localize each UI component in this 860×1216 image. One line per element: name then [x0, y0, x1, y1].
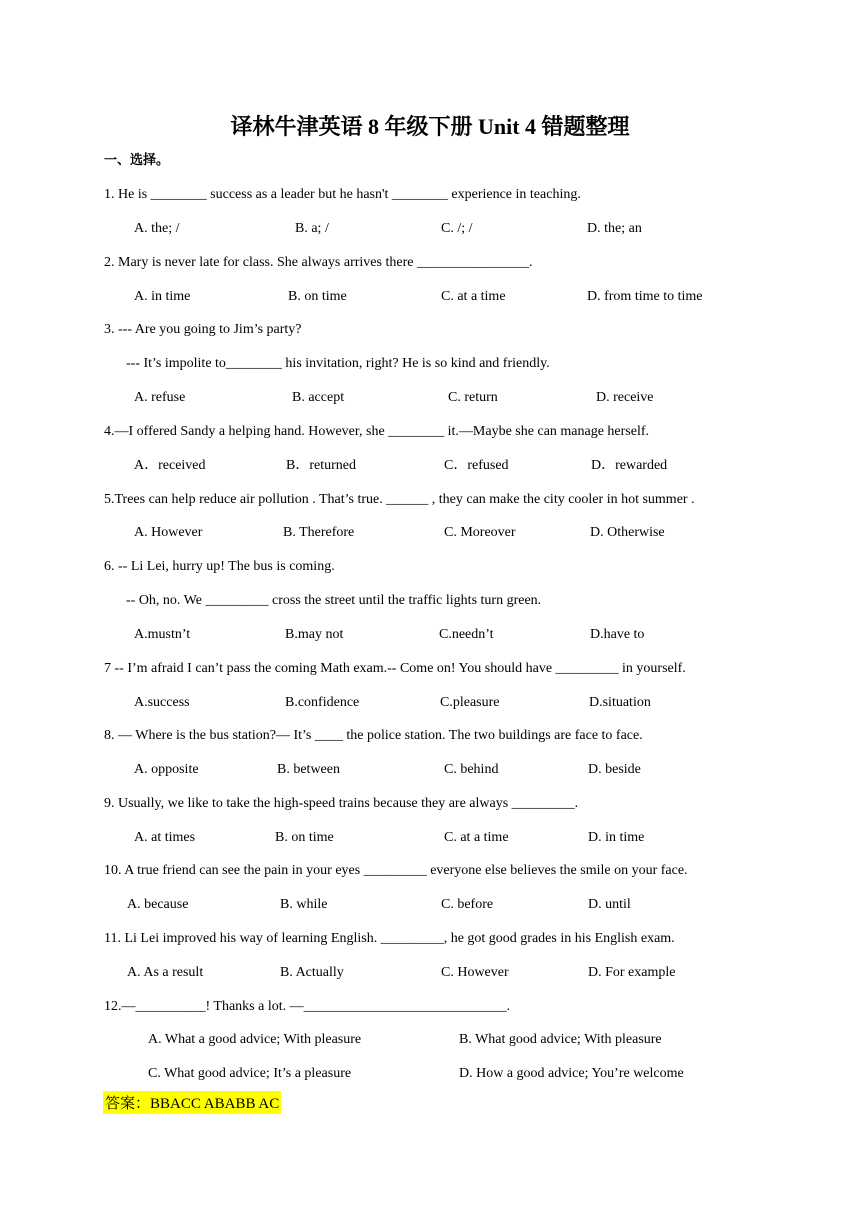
question-10-option-c: C. before: [441, 897, 494, 912]
question-1-text: 1. He is ________ success as a leader but he hasn't ________ experience in teaching.: [104, 187, 581, 202]
question-1-option-d: D. the; an: [587, 221, 642, 236]
question-1-option-b: B. a; /: [295, 221, 329, 236]
question-5-option-b: B. Therefore: [283, 525, 355, 540]
question-3-option-a: A. refuse: [134, 390, 186, 405]
question-3-option-d: D. receive: [596, 390, 654, 405]
question-12-option-b: B. What good advice; With pleasure: [459, 1032, 662, 1047]
question-7-option-b: B.confidence: [285, 695, 360, 710]
question-10-option-d: D. until: [588, 897, 631, 912]
question-10-option-a: A. because: [127, 897, 189, 912]
question-1-option-c: C. /; /: [441, 221, 473, 236]
question-4-option-c: C．refused: [444, 458, 509, 473]
question-6-option-b: B.may not: [285, 627, 344, 642]
question-8-text: 8. ― Where is the bus station?― It’s ____ the police station. The two buildings are face to face.: [104, 728, 643, 743]
question-11-option-d: D. For example: [588, 965, 676, 980]
question-8-option-c: C. behind: [444, 762, 499, 777]
question-11-text: 11. Li Lei improved his way of learning English. _________, he got good grades in his English exam.: [104, 931, 675, 946]
question-7-option-a: A.success: [134, 695, 190, 710]
question-5-option-d: D. Otherwise: [590, 525, 665, 540]
question-7-option-c: C.pleasure: [440, 695, 500, 710]
question-4-option-d: D．rewarded: [591, 458, 668, 473]
question-9-text: 9. Usually, we like to take the high-speed trains because they are always _________.: [104, 796, 579, 811]
question-2-option-a: A. in time: [134, 289, 191, 304]
question-2-option-c: C. at a time: [441, 289, 506, 304]
question-8-option-d: D. beside: [588, 762, 641, 777]
question-6-option-c: C.needn’t: [439, 627, 494, 642]
question-1-option-a: A. the; /: [134, 221, 180, 236]
question-4-text: 4.—I offered Sandy a helping hand. However, she ________ it.—Maybe she can manage herself.: [104, 424, 650, 439]
question-3-text: 3. --- Are you going to Jim’s party?: [104, 322, 302, 337]
question-2-text: 2. Mary is never late for class. She always arrives there ________________.: [104, 255, 533, 270]
question-12-option-c: C. What good advice; It’s a pleasure: [148, 1066, 352, 1081]
question-6-text: 6. -- Li Lei, hurry up! The bus is coming.: [104, 559, 335, 574]
page-title: 译林牛津英语 8 年级下册 Unit 4 错题整理: [230, 114, 630, 139]
question-3-option-c: C. return: [448, 390, 498, 405]
question-4-option-a: A．received: [134, 458, 206, 473]
question-5-option-c: C. Moreover: [444, 525, 516, 540]
question-3-option-b: B. accept: [292, 390, 345, 405]
question-7-option-d: D.situation: [589, 695, 651, 710]
question-9-option-b: B. on time: [275, 830, 334, 845]
question-6-option-d: D.have to: [590, 627, 645, 642]
question-7-text: 7 -- I’m afraid I can’t pass the coming Math exam.-- Come on! You should have _________ in yourself.: [104, 661, 686, 676]
question-8-option-a: A. opposite: [134, 762, 199, 777]
question-9-option-a: A. at times: [134, 830, 196, 845]
question-8-option-b: B. between: [277, 762, 340, 777]
question-2-option-b: B. on time: [288, 289, 347, 304]
question-9-option-d: D. in time: [588, 830, 645, 845]
question-6-text-line-2: -- Oh, no. We _________ cross the street until the traffic lights turn green.: [126, 593, 542, 608]
question-11-option-c: C. However: [441, 965, 509, 980]
question-2-option-d: D. from time to time: [587, 289, 703, 304]
question-12-option-a: A. What a good advice; With pleasure: [148, 1032, 362, 1047]
question-4-option-b: B．returned: [286, 458, 356, 473]
section-heading: 一、选择。: [104, 152, 170, 167]
question-12-option-d: D. How a good advice; You’re welcome: [459, 1066, 684, 1081]
question-5-text: 5.Trees can help reduce air pollution . That’s true. ______ , they can make the city cooler in hot summer .: [104, 492, 695, 507]
question-12-text: 12.—__________! Thanks a lot. —_____________________________.: [104, 999, 511, 1014]
answer-key: 答案：BBACC ABABB AC: [103, 1091, 281, 1114]
question-9-option-c: C. at a time: [444, 830, 509, 845]
question-6-option-a: A.mustn’t: [134, 627, 191, 642]
question-10-text: 10. A true friend can see the pain in your eyes _________ everyone else believes the smile on your face.: [104, 863, 688, 878]
question-3-text-line-2: --- It’s impolite to________ his invitation, right? He is so kind and friendly.: [126, 356, 550, 371]
question-5-option-a: A. However: [134, 525, 203, 540]
question-10-option-b: B. while: [280, 897, 328, 912]
question-11-option-a: A. As a result: [127, 965, 204, 980]
question-11-option-b: B. Actually: [280, 965, 344, 980]
